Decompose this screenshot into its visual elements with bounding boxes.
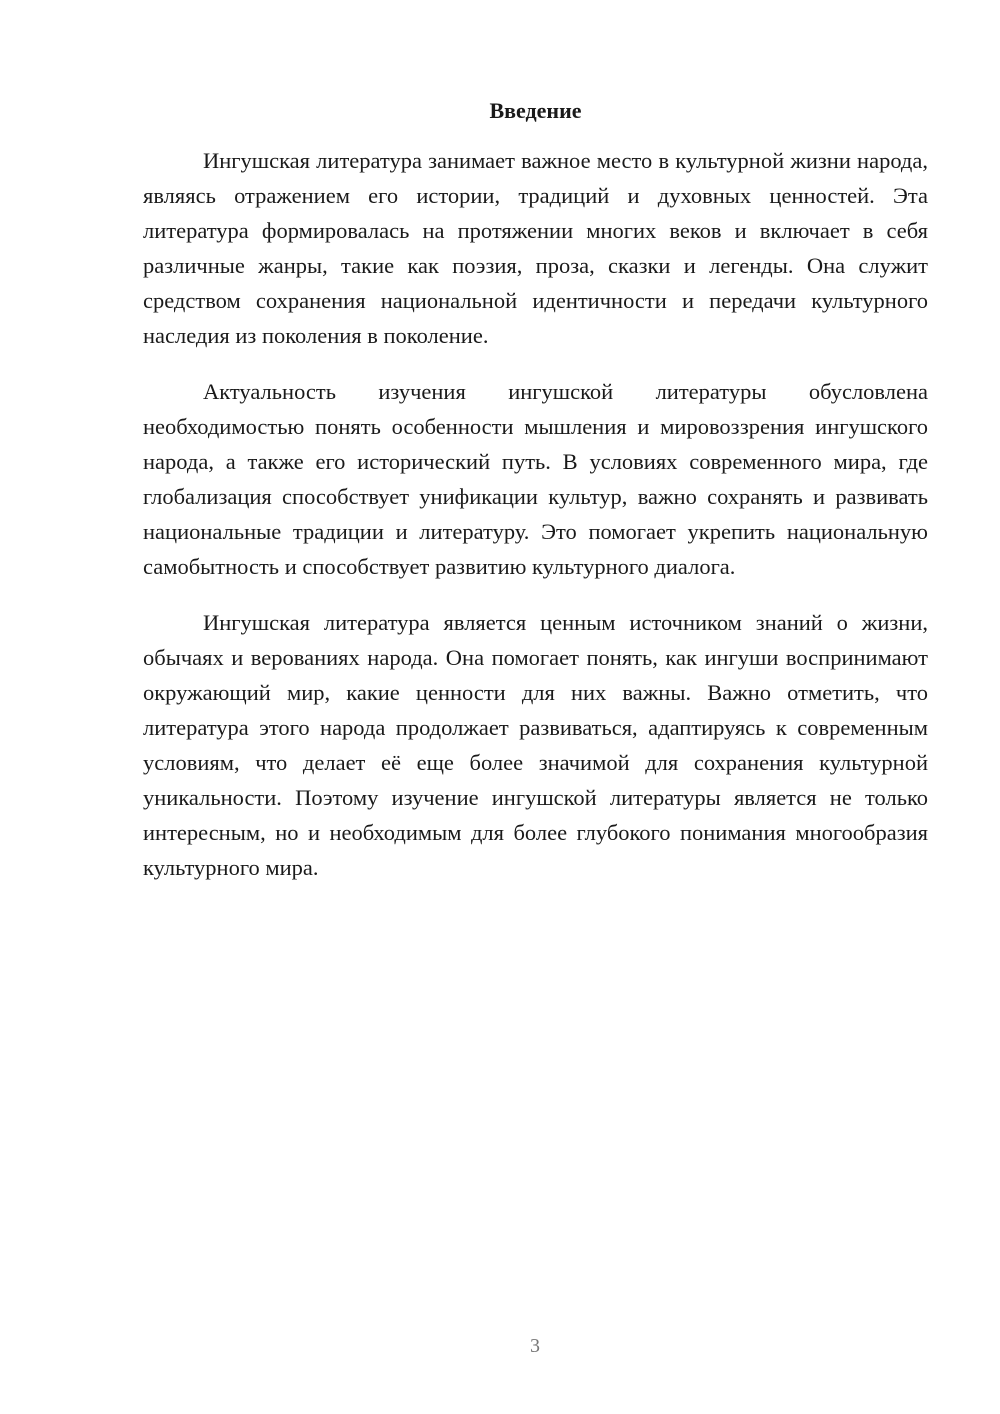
page-content — [143, 96, 928, 906]
page-number: 3 — [530, 1335, 540, 1357]
paragraph-1: Ингушская литература занимает важное место в культурной жизни народа, являясь отражением его истории, традиций и духовных ценностей. Эта литература формировалась на протяжении многих веков и включает в себя различные жанры, такие как поэзия, проза, сказки и легенды. Она служит средством сохранения национальной идентичности и передачи культурного наследия из поколения в поколение. — [143, 148, 928, 348]
paragraph-2: Актуальность изучения ингушской литературы обусловлена необходимостью понять особенности мышления и мировоззрения ингушского народа, а также его исторический путь. В условиях современного мира, где глобализация способствует унификации культур, важно сохранять и развивать национальные традиции и литературу. Это помогает укрепить национальную самобытность и способствует развитию культурного диалога. — [143, 379, 928, 579]
paragraph-3: Ингушская литература является ценным источником знаний о жизни, обычаях и верованиях народа. Она помогает понять, как ингуши воспринимают окружающий мир, какие ценности для них важны. Важно отметить, что литература этого народа продолжает развиваться, адаптируясь к современным условиям, что делает её еще более значимой для сохранения культурной уникальности. Поэтому изучение ингушской литературы является не только интересным, но и необходимым для более глубокого понимания многообразия культурного мира. — [143, 610, 928, 880]
section-heading: Введение — [489, 98, 582, 123]
